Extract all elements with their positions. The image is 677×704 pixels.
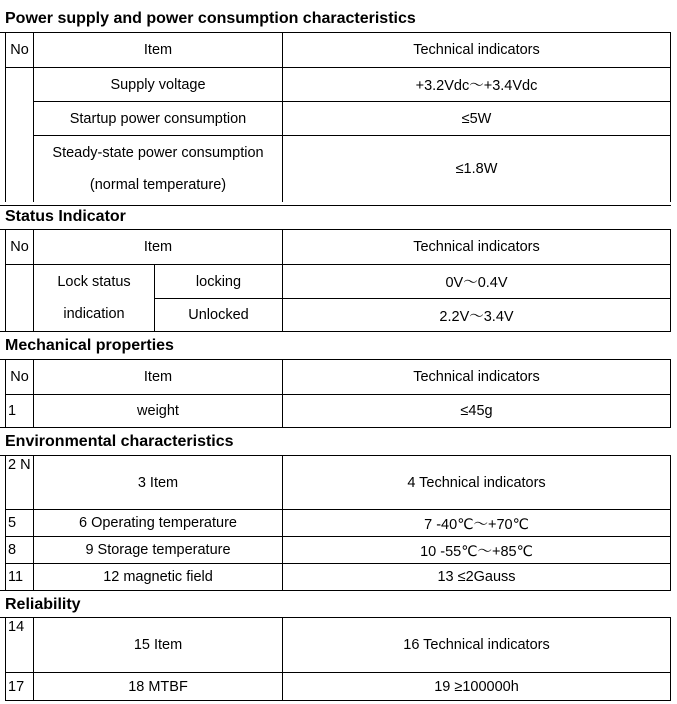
- header-item: 3 Item: [33, 456, 282, 509]
- header-no: No: [5, 360, 33, 394]
- cell-no: 11: [5, 563, 33, 590]
- header-no: 2 N: [5, 456, 33, 509]
- cell-no: 1: [5, 394, 33, 427]
- section-title-environmental: Environmental characteristics: [0, 427, 671, 452]
- cell-no: 5: [5, 509, 33, 536]
- table-row: [5, 101, 671, 135]
- status-group: [5, 264, 671, 331]
- cell-item: Unlocked: [154, 298, 282, 331]
- header-no: 14: [5, 618, 33, 672]
- table-row: [5, 563, 671, 590]
- cell-item: 12 magnetic field: [33, 563, 282, 590]
- table-bottom-border: [5, 700, 671, 701]
- cell-value: 19 ≥100000h: [282, 672, 671, 700]
- cell-item: locking: [154, 264, 282, 298]
- table-header-row: [5, 33, 671, 67]
- cell-value: 10 -55℃～+85℃: [282, 536, 671, 563]
- header-value: 16 Technical indicators: [282, 618, 671, 672]
- cell-item: 6 Operating temperature: [33, 509, 282, 536]
- cell-group-label: [33, 264, 154, 331]
- table-row: [5, 135, 671, 202]
- group-line2: indication: [63, 306, 125, 322]
- cell-item: [33, 135, 282, 202]
- cell-value: 7 -40℃～+70℃: [282, 509, 671, 536]
- table-row: [5, 394, 671, 427]
- header-no: No: [5, 230, 33, 264]
- group-line1: Lock status: [57, 274, 131, 290]
- header-value: 4 Technical indicators: [282, 456, 671, 509]
- cell-no: 17: [5, 672, 33, 700]
- cell-value: ≤1.8W: [282, 135, 671, 202]
- cell-item: Startup power consumption: [33, 101, 282, 135]
- cell-item: Supply voltage: [33, 67, 282, 101]
- table-row: [5, 672, 671, 700]
- cell-value: 0V～0.4V: [282, 264, 671, 298]
- section-title-power: Power supply and power consumption characteristics: [5, 10, 416, 27]
- cell-no: [5, 264, 33, 331]
- cell-no: [5, 101, 33, 135]
- cell-no: [5, 67, 33, 101]
- cell-item-line1: Steady-state power consumption: [52, 145, 264, 161]
- section-title-reliability: Reliability: [0, 590, 671, 615]
- cell-value: 13 ≤2Gauss: [282, 563, 671, 590]
- header-item: Item: [33, 230, 282, 264]
- table-header-row: [5, 230, 671, 264]
- table-header-row: [5, 360, 671, 394]
- cell-value: ≤45g: [282, 394, 671, 427]
- cell-value: ≤5W: [282, 101, 671, 135]
- table-header-row: [5, 456, 671, 509]
- cell-item-line2: (normal temperature): [89, 177, 227, 193]
- header-item: Item: [33, 360, 282, 394]
- cell-value: +3.2Vdc～+3.4Vdc: [282, 67, 671, 101]
- cell-item: 18 MTBF: [33, 672, 282, 700]
- table-row: [5, 509, 671, 536]
- cell-no: 8: [5, 536, 33, 563]
- table-row: [5, 67, 671, 101]
- header-item: 15 Item: [33, 618, 282, 672]
- header-value: Technical indicators: [282, 33, 671, 67]
- table-row: [5, 536, 671, 563]
- header-item: Item: [33, 33, 282, 67]
- section-title-status: Status Indicator: [0, 205, 671, 227]
- header-no: No: [5, 33, 33, 67]
- cell-item: 9 Storage temperature: [33, 536, 282, 563]
- header-value: Technical indicators: [282, 360, 671, 394]
- header-value: Technical indicators: [282, 230, 671, 264]
- cell-item: weight: [33, 394, 282, 427]
- table-header-row: [5, 618, 671, 672]
- cell-value: 2.2V～3.4V: [282, 298, 671, 331]
- cell-no: [5, 135, 33, 202]
- section-title-mechanical: Mechanical properties: [0, 331, 671, 356]
